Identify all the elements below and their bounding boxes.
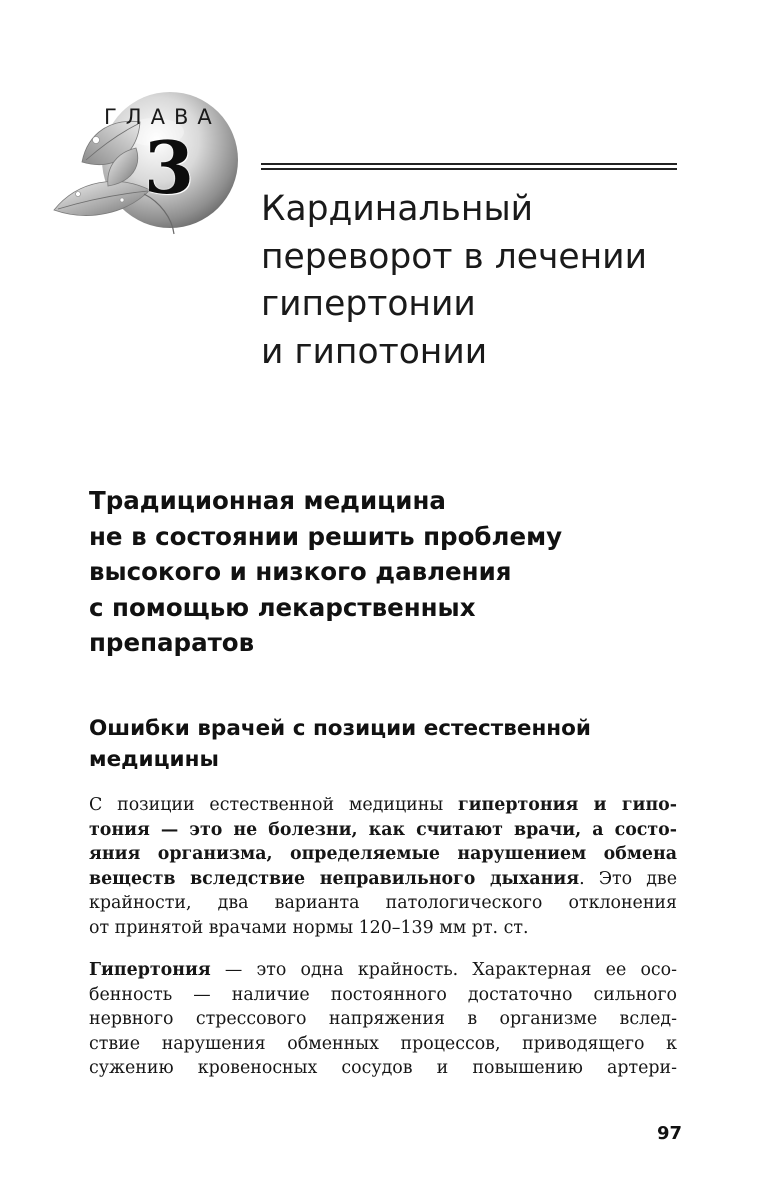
section-heading-line: препаратов [89,628,255,657]
chapter-title-line: переворот в лечении [261,236,648,277]
title-rule-top [261,163,677,165]
chapter-title-line: и гипотонии [261,331,488,372]
section-heading-line: с помощью лекарственных [89,592,476,622]
bold-text-run: гипертония и гипо- [457,795,678,815]
page-number: 97 [656,1123,682,1144]
bold-text-run: яния организма, определяемые нарушением обмена [89,844,677,865]
text-line [89,818,677,843]
section-heading-line: Традиционная медицина [89,486,446,515]
text-line: нервного стрессового напряжения в организме вслед- [89,1009,677,1030]
text-line [89,958,677,983]
text-run: С позиции естественной медицины [89,795,458,815]
subsection-heading-line: медицины [89,747,219,772]
section-heading-line: не в состоянии решить проблему [89,521,563,551]
text-line [89,867,677,892]
text-line: от принятой врачами нормы 120–139 мм рт. ст. [89,917,529,938]
section-heading [89,483,649,661]
chapter-title [261,186,701,376]
title-rule-bottom [261,168,677,170]
bold-text-run: веществ вследствие неправильного дыхания [89,868,580,889]
chapter-number: 3 [143,125,195,210]
chapter-title-line: Кардинальный [261,189,534,229]
text-line [89,842,677,867]
chapter-title-line: гипертонии [261,284,476,324]
text-line [89,793,677,818]
text-line: крайности, два варианта патологического отклонения [89,893,677,914]
subsection-heading-line: Ошибки врачей с позиции естественной [89,716,591,741]
chapter-label: ГЛАВА [104,105,221,129]
text-line: ствие нарушения обменных процессов, приводящего к [89,1033,677,1054]
text-run: — это одна крайность. Характерная ее осо- [210,960,677,980]
bold-text-run: тония — это не болезни, как считают врачи, а состо- [89,819,677,840]
section-heading-line: высокого и низкого давления [89,557,512,586]
text-line: бенность — наличие постоянного достаточно сильного [89,984,677,1005]
paragraph-1 [89,793,677,941]
text-line: сужению кровеносных сосудов и повышению артери- [89,1058,677,1079]
subsection-heading [89,713,659,775]
bold-text-run: Гипертония [89,960,211,980]
paragraph-2 [89,958,677,1081]
text-run: . Это две [579,868,677,889]
